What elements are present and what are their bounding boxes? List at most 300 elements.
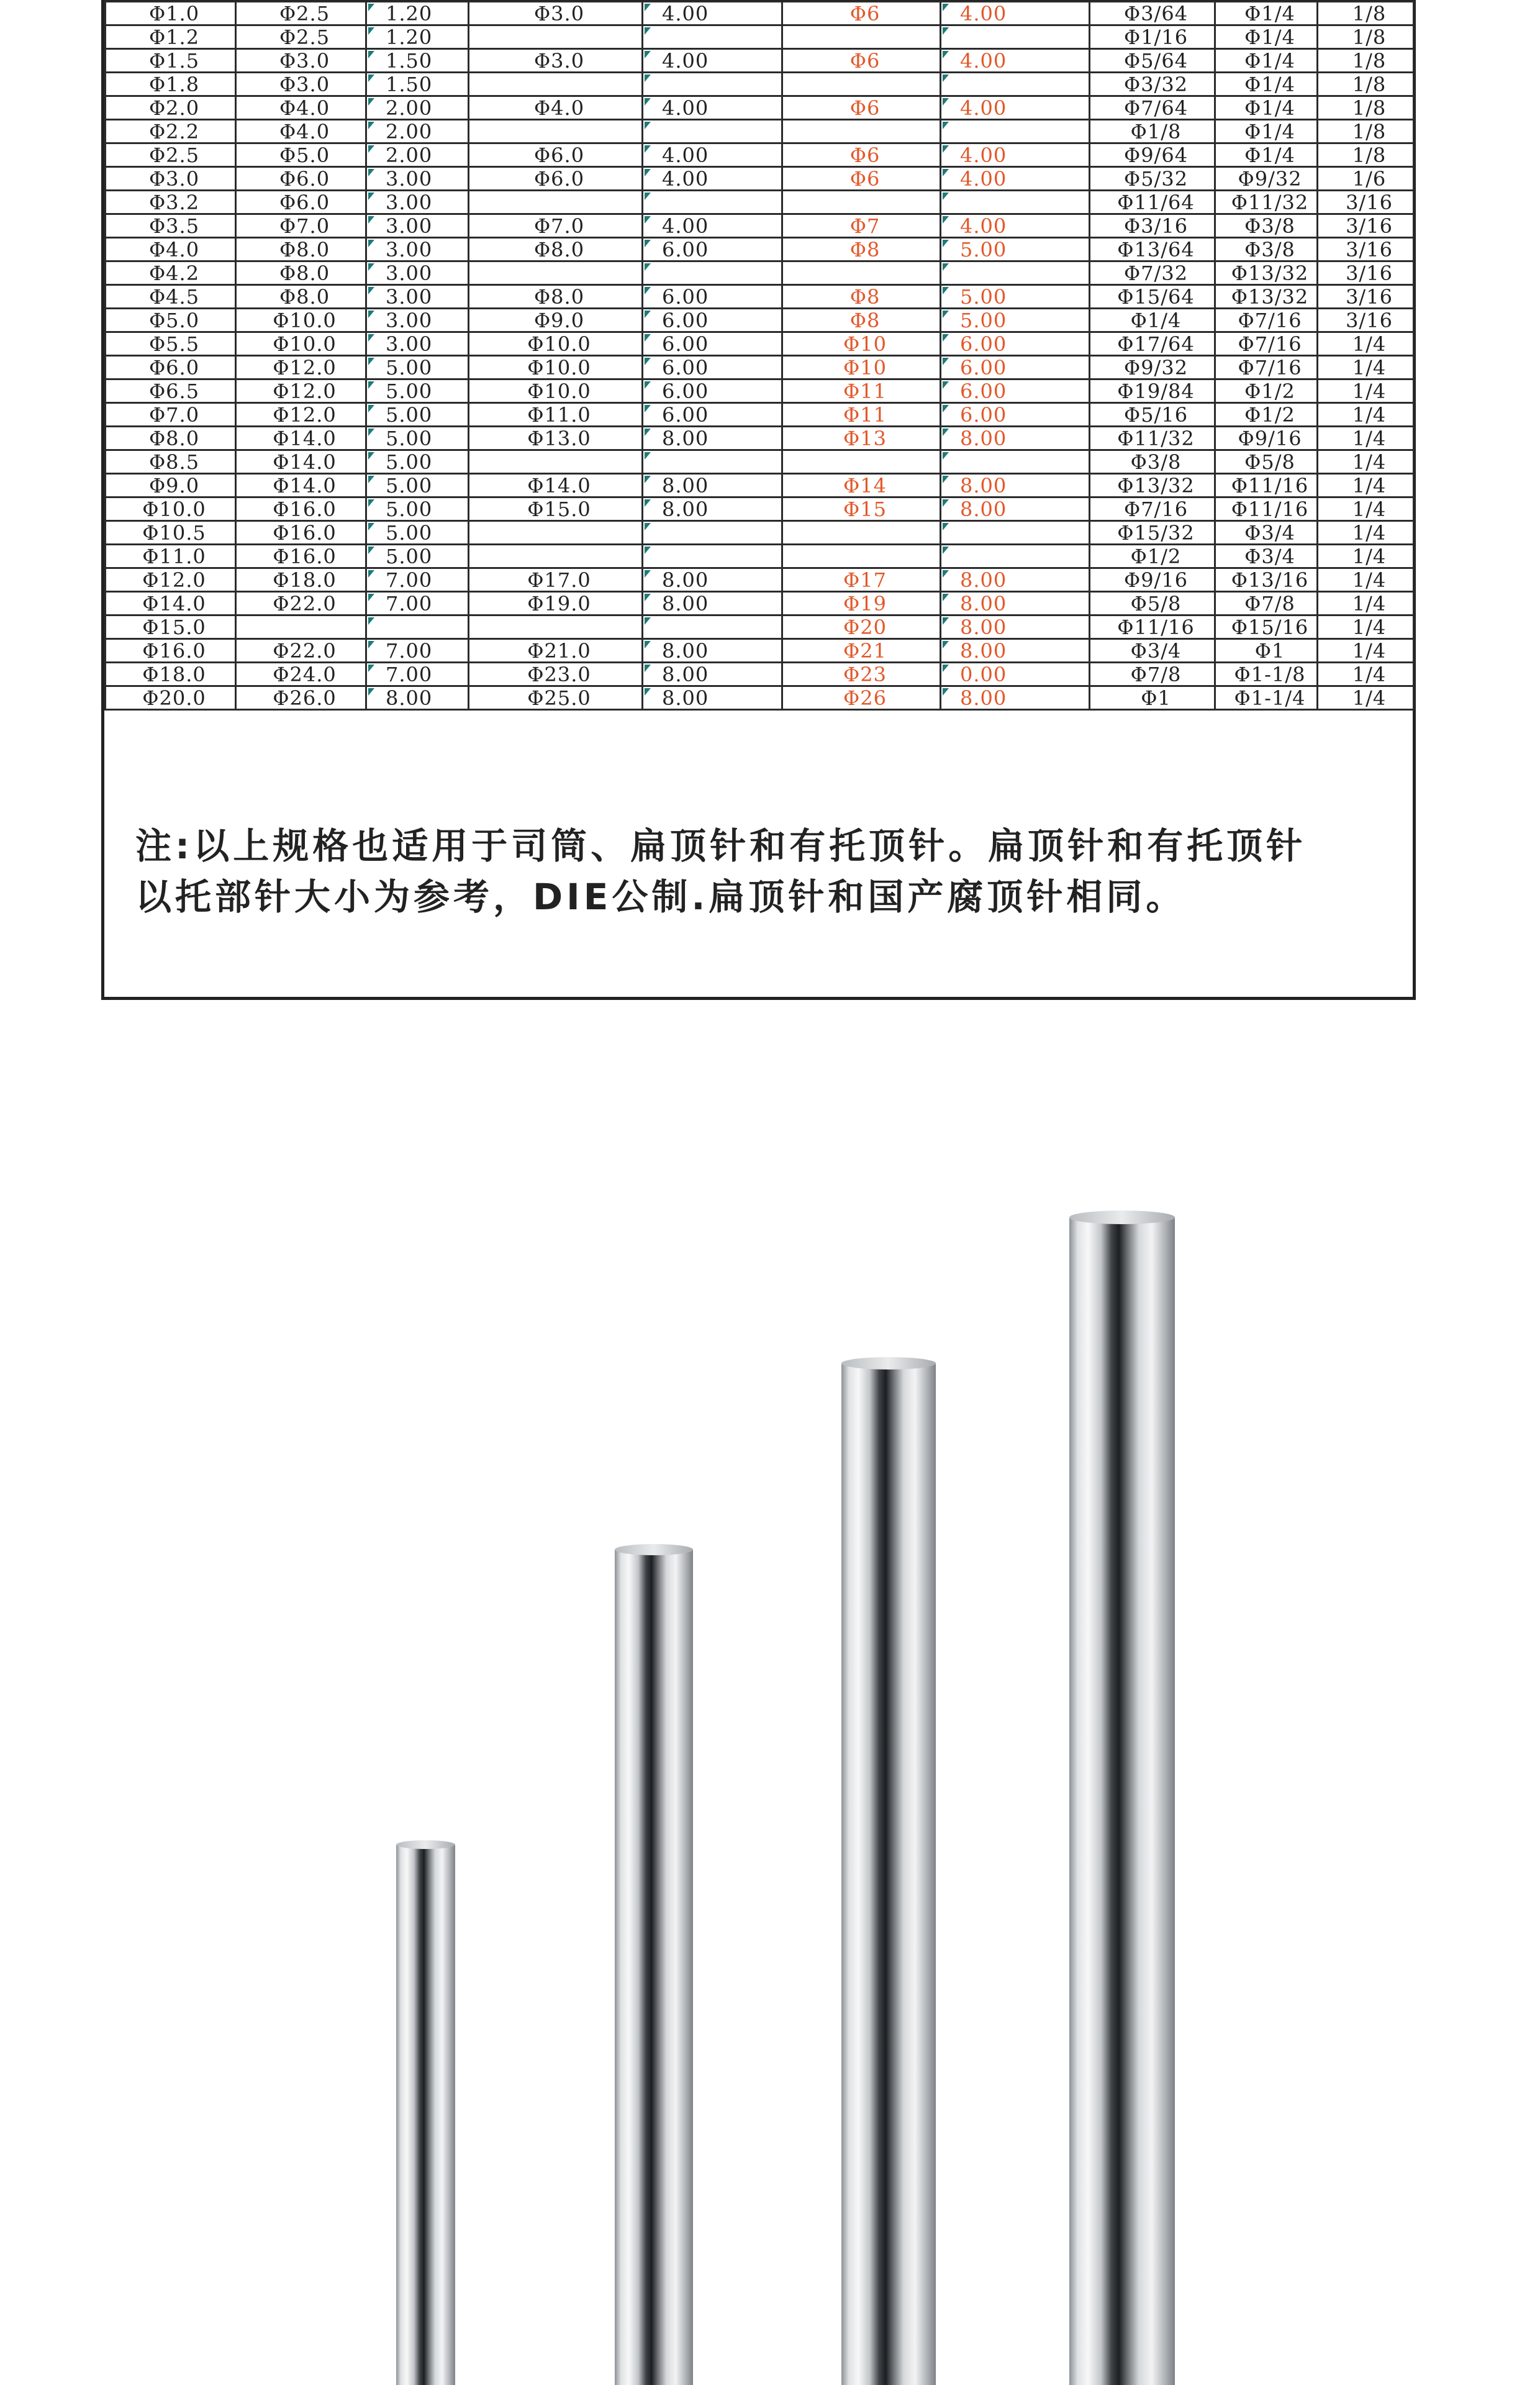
table-cell-c4 bbox=[469, 521, 643, 545]
table-row bbox=[106, 261, 1414, 285]
table-cell-c1: Φ4.2 bbox=[106, 261, 236, 285]
table-cell-c10: 1/4 bbox=[1318, 427, 1414, 450]
table-cell-c10: 1/4 bbox=[1318, 521, 1414, 545]
table-row bbox=[106, 214, 1414, 238]
table-cell-c6 bbox=[782, 261, 941, 285]
table-cell-c6: Φ6 bbox=[782, 96, 941, 120]
table-cell-c3: 5.00 bbox=[366, 474, 469, 497]
table-cell-c8: Φ9/64 bbox=[1090, 143, 1215, 167]
table-cell-c10: 1/6 bbox=[1318, 167, 1414, 191]
table-row bbox=[106, 521, 1414, 545]
table-cell-c3: 5.00 bbox=[366, 379, 469, 403]
table-cell-c2: Φ5.0 bbox=[236, 143, 366, 167]
table-cell-c6: Φ6 bbox=[782, 49, 941, 73]
table-cell-c9: Φ5/8 bbox=[1215, 450, 1318, 474]
table-cell-c10: 3/16 bbox=[1318, 214, 1414, 238]
table-cell-c6: Φ8 bbox=[782, 285, 941, 309]
table-cell-c4: Φ6.0 bbox=[469, 167, 643, 191]
table-cell-c5: 4.00 bbox=[643, 214, 782, 238]
table-cell-c10: 1/4 bbox=[1318, 686, 1414, 710]
table-cell-c10: 1/4 bbox=[1318, 450, 1414, 474]
table-cell-c8: Φ1 bbox=[1090, 686, 1215, 710]
table-cell-c5: 6.00 bbox=[643, 356, 782, 379]
table-cell-c5 bbox=[643, 450, 782, 474]
table-cell-c8: Φ13/64 bbox=[1090, 238, 1215, 261]
table-cell-c3: 7.00 bbox=[366, 663, 469, 686]
table-row bbox=[106, 2, 1414, 25]
table-cell-c8: Φ19/84 bbox=[1090, 379, 1215, 403]
table-cell-c5: 8.00 bbox=[643, 474, 782, 497]
table-row bbox=[106, 49, 1414, 73]
table-cell-c1: Φ5.5 bbox=[106, 332, 236, 356]
table-cell-c3: 1.20 bbox=[366, 2, 469, 25]
table-cell-c9: Φ1/4 bbox=[1215, 2, 1318, 25]
table-cell-c9: Φ1/4 bbox=[1215, 49, 1318, 73]
table-cell-c3: 5.00 bbox=[366, 403, 469, 427]
table-cell-c3 bbox=[366, 616, 469, 639]
table-cell-c7: 4.00 bbox=[941, 143, 1090, 167]
table-row bbox=[106, 167, 1414, 191]
table-cell-c4: Φ4.0 bbox=[469, 96, 643, 120]
table-cell-c5: 6.00 bbox=[643, 238, 782, 261]
spec-note bbox=[135, 820, 1390, 922]
pin-2 bbox=[615, 1544, 693, 2385]
table-cell-c10: 1/8 bbox=[1318, 2, 1414, 25]
table-cell-c6 bbox=[782, 521, 941, 545]
table-cell-c9: Φ1/2 bbox=[1215, 403, 1318, 427]
table-cell-c8: Φ7/8 bbox=[1090, 663, 1215, 686]
table-cell-c2: Φ22.0 bbox=[236, 639, 366, 663]
table-cell-c9: Φ11/16 bbox=[1215, 497, 1318, 521]
table-cell-c9: Φ1-1/4 bbox=[1215, 686, 1318, 710]
table-cell-c6: Φ17 bbox=[782, 568, 941, 592]
table-cell-c10: 1/8 bbox=[1318, 120, 1414, 143]
table-cell-c5: 4.00 bbox=[643, 2, 782, 25]
table-cell-c9: Φ7/16 bbox=[1215, 309, 1318, 332]
table-cell-c4 bbox=[469, 450, 643, 474]
table-row bbox=[106, 73, 1414, 96]
table-cell-c7: 8.00 bbox=[941, 686, 1090, 710]
table-cell-c5: 8.00 bbox=[643, 592, 782, 616]
table-cell-c5: 4.00 bbox=[643, 49, 782, 73]
table-row bbox=[106, 592, 1414, 616]
table-cell-c1: Φ6.5 bbox=[106, 379, 236, 403]
ejector-pins-photo bbox=[0, 1019, 1540, 2385]
table-cell-c7: 4.00 bbox=[941, 214, 1090, 238]
table-cell-c3: 5.00 bbox=[366, 497, 469, 521]
table-cell-c2: Φ6.0 bbox=[236, 191, 366, 214]
table-cell-c4 bbox=[469, 25, 643, 49]
table-cell-c3: 5.00 bbox=[366, 545, 469, 568]
table-cell-c3: 3.00 bbox=[366, 191, 469, 214]
table-cell-c9: Φ1-1/8 bbox=[1215, 663, 1318, 686]
table-cell-c6: Φ8 bbox=[782, 309, 941, 332]
table-cell-c5: 8.00 bbox=[643, 427, 782, 450]
table-cell-c8: Φ3/8 bbox=[1090, 450, 1215, 474]
table-cell-c10: 1/8 bbox=[1318, 143, 1414, 167]
table-cell-c6: Φ15 bbox=[782, 497, 941, 521]
table-cell-c7: 6.00 bbox=[941, 356, 1090, 379]
table-cell-c10: 1/4 bbox=[1318, 474, 1414, 497]
table-row bbox=[106, 120, 1414, 143]
table-cell-c8: Φ7/64 bbox=[1090, 96, 1215, 120]
table-cell-c6 bbox=[782, 450, 941, 474]
table-cell-c8: Φ3/16 bbox=[1090, 214, 1215, 238]
table-cell-c1: Φ12.0 bbox=[106, 568, 236, 592]
table-cell-c4: Φ10.0 bbox=[469, 379, 643, 403]
table-cell-c7: 6.00 bbox=[941, 403, 1090, 427]
table-cell-c2: Φ12.0 bbox=[236, 356, 366, 379]
table-cell-c2: Φ22.0 bbox=[236, 592, 366, 616]
table-cell-c3: 5.00 bbox=[366, 356, 469, 379]
table-cell-c9: Φ13/32 bbox=[1215, 261, 1318, 285]
table-cell-c5: 6.00 bbox=[643, 332, 782, 356]
table-cell-c4: Φ21.0 bbox=[469, 639, 643, 663]
table-cell-c10: 1/8 bbox=[1318, 49, 1414, 73]
table-cell-c3: 5.00 bbox=[366, 521, 469, 545]
table-row bbox=[106, 427, 1414, 450]
table-cell-c8: Φ5/16 bbox=[1090, 403, 1215, 427]
table-cell-c3: 3.00 bbox=[366, 238, 469, 261]
table-cell-c1: Φ8.0 bbox=[106, 427, 236, 450]
table-cell-c2: Φ8.0 bbox=[236, 261, 366, 285]
table-cell-c10: 1/4 bbox=[1318, 332, 1414, 356]
table-cell-c3: 7.00 bbox=[366, 639, 469, 663]
table-cell-c4: Φ8.0 bbox=[469, 238, 643, 261]
table-cell-c8: Φ5/8 bbox=[1090, 592, 1215, 616]
table-cell-c10: 1/8 bbox=[1318, 25, 1414, 49]
table-cell-c10: 1/4 bbox=[1318, 663, 1414, 686]
table-cell-c5: 8.00 bbox=[643, 639, 782, 663]
table-cell-c2: Φ16.0 bbox=[236, 521, 366, 545]
table-row bbox=[106, 379, 1414, 403]
table-cell-c2: Φ14.0 bbox=[236, 450, 366, 474]
table-cell-c10: 3/16 bbox=[1318, 238, 1414, 261]
table-cell-c4: Φ17.0 bbox=[469, 568, 643, 592]
table-cell-c1: Φ5.0 bbox=[106, 309, 236, 332]
table-cell-c9: Φ1/4 bbox=[1215, 25, 1318, 49]
table-cell-c8: Φ1/8 bbox=[1090, 120, 1215, 143]
table-cell-c10: 1/4 bbox=[1318, 592, 1414, 616]
table-cell-c5: 8.00 bbox=[643, 663, 782, 686]
table-cell-c7: 4.00 bbox=[941, 49, 1090, 73]
table-cell-c6: Φ10 bbox=[782, 356, 941, 379]
table-row bbox=[106, 309, 1414, 332]
table-cell-c6: Φ21 bbox=[782, 639, 941, 663]
table-cell-c9: Φ1/4 bbox=[1215, 143, 1318, 167]
table-cell-c10: 1/4 bbox=[1318, 639, 1414, 663]
table-cell-c4: Φ10.0 bbox=[469, 332, 643, 356]
table-cell-c3: 2.00 bbox=[366, 143, 469, 167]
table-cell-c2: Φ3.0 bbox=[236, 73, 366, 96]
table-row bbox=[106, 238, 1414, 261]
table-row bbox=[106, 356, 1414, 379]
table-cell-c2: Φ2.5 bbox=[236, 2, 366, 25]
table-cell-c9: Φ1/4 bbox=[1215, 96, 1318, 120]
table-cell-c7: 8.00 bbox=[941, 592, 1090, 616]
table-cell-c6 bbox=[782, 73, 941, 96]
table-cell-c10: 1/4 bbox=[1318, 497, 1414, 521]
table-row bbox=[106, 285, 1414, 309]
table-row bbox=[106, 403, 1414, 427]
table-cell-c7 bbox=[941, 25, 1090, 49]
table-cell-c9: Φ1 bbox=[1215, 639, 1318, 663]
table-cell-c5: 4.00 bbox=[643, 143, 782, 167]
table-cell-c1: Φ11.0 bbox=[106, 545, 236, 568]
table-cell-c7 bbox=[941, 191, 1090, 214]
table-cell-c2 bbox=[236, 616, 366, 639]
table-cell-c3: 5.00 bbox=[366, 427, 469, 450]
table-cell-c5 bbox=[643, 261, 782, 285]
table-cell-c1: Φ2.0 bbox=[106, 96, 236, 120]
table-cell-c3: 3.00 bbox=[366, 167, 469, 191]
table-cell-c9: Φ9/32 bbox=[1215, 167, 1318, 191]
table-cell-c8: Φ7/32 bbox=[1090, 261, 1215, 285]
table-cell-c4 bbox=[469, 73, 643, 96]
table-cell-c8: Φ1/4 bbox=[1090, 309, 1215, 332]
pin-4 bbox=[1069, 1211, 1175, 2385]
table-row bbox=[106, 474, 1414, 497]
table-cell-c7: 8.00 bbox=[941, 639, 1090, 663]
table-cell-c3: 3.00 bbox=[366, 332, 469, 356]
table-cell-c7: 8.00 bbox=[941, 497, 1090, 521]
table-cell-c7 bbox=[941, 450, 1090, 474]
table-cell-c10: 3/16 bbox=[1318, 191, 1414, 214]
table-cell-c8: Φ11/32 bbox=[1090, 427, 1215, 450]
table-cell-c5 bbox=[643, 25, 782, 49]
table-cell-c2: Φ26.0 bbox=[236, 686, 366, 710]
table-cell-c3: 1.20 bbox=[366, 25, 469, 49]
table-cell-c1: Φ14.0 bbox=[106, 592, 236, 616]
table-cell-c1: Φ3.2 bbox=[106, 191, 236, 214]
table-cell-c8: Φ1/2 bbox=[1090, 545, 1215, 568]
table-cell-c5 bbox=[643, 73, 782, 96]
table-cell-c4 bbox=[469, 545, 643, 568]
table-cell-c4: Φ15.0 bbox=[469, 497, 643, 521]
table-cell-c3: 2.00 bbox=[366, 96, 469, 120]
table-cell-c1: Φ8.5 bbox=[106, 450, 236, 474]
table-cell-c2: Φ8.0 bbox=[236, 238, 366, 261]
table-cell-c7: 4.00 bbox=[941, 167, 1090, 191]
table-cell-c9: Φ3/8 bbox=[1215, 238, 1318, 261]
table-row bbox=[106, 616, 1414, 639]
table-cell-c2: Φ8.0 bbox=[236, 285, 366, 309]
table-cell-c9: Φ11/16 bbox=[1215, 474, 1318, 497]
table-cell-c4: Φ10.0 bbox=[469, 356, 643, 379]
table-cell-c9: Φ7/8 bbox=[1215, 592, 1318, 616]
table-row bbox=[106, 143, 1414, 167]
table-cell-c5: 8.00 bbox=[643, 568, 782, 592]
table-cell-c7: 4.00 bbox=[941, 96, 1090, 120]
table-cell-c2: Φ24.0 bbox=[236, 663, 366, 686]
table-cell-c8: Φ11/16 bbox=[1090, 616, 1215, 639]
table-cell-c2: Φ12.0 bbox=[236, 403, 366, 427]
table-cell-c4 bbox=[469, 191, 643, 214]
table-cell-c7: 8.00 bbox=[941, 474, 1090, 497]
table-cell-c6 bbox=[782, 120, 941, 143]
table-cell-c3: 7.00 bbox=[366, 592, 469, 616]
table-cell-c5: 8.00 bbox=[643, 497, 782, 521]
table-cell-c10: 3/16 bbox=[1318, 261, 1414, 285]
table-cell-c3: 3.00 bbox=[366, 261, 469, 285]
table-cell-c9: Φ7/16 bbox=[1215, 356, 1318, 379]
table-cell-c9: Φ9/16 bbox=[1215, 427, 1318, 450]
pin-3 bbox=[841, 1357, 936, 2385]
table-cell-c1: Φ9.0 bbox=[106, 474, 236, 497]
table-cell-c2: Φ4.0 bbox=[236, 96, 366, 120]
table-cell-c1: Φ2.5 bbox=[106, 143, 236, 167]
table-cell-c4: Φ25.0 bbox=[469, 686, 643, 710]
table-cell-c5: 4.00 bbox=[643, 96, 782, 120]
table-cell-c1: Φ6.0 bbox=[106, 356, 236, 379]
table-cell-c8: Φ7/16 bbox=[1090, 497, 1215, 521]
table-cell-c2: Φ7.0 bbox=[236, 214, 366, 238]
table-cell-c5: 6.00 bbox=[643, 379, 782, 403]
table-cell-c5 bbox=[643, 521, 782, 545]
table-cell-c5 bbox=[643, 616, 782, 639]
table-row bbox=[106, 568, 1414, 592]
pin-1 bbox=[396, 1840, 455, 2385]
table-cell-c10: 1/4 bbox=[1318, 545, 1414, 568]
table-cell-c10: 1/4 bbox=[1318, 356, 1414, 379]
table-cell-c5: 6.00 bbox=[643, 403, 782, 427]
table-cell-c9: Φ3/4 bbox=[1215, 521, 1318, 545]
table-cell-c7: 8.00 bbox=[941, 616, 1090, 639]
table-cell-c4: Φ13.0 bbox=[469, 427, 643, 450]
table-cell-c3: 1.50 bbox=[366, 49, 469, 73]
table-cell-c1: Φ7.0 bbox=[106, 403, 236, 427]
table-cell-c5: 4.00 bbox=[643, 167, 782, 191]
table-cell-c9: Φ1/4 bbox=[1215, 120, 1318, 143]
table-cell-c3: 3.00 bbox=[366, 285, 469, 309]
table-cell-c6 bbox=[782, 25, 941, 49]
table-cell-c3: 2.00 bbox=[366, 120, 469, 143]
table-cell-c8: Φ15/32 bbox=[1090, 521, 1215, 545]
table-cell-c7 bbox=[941, 521, 1090, 545]
table-cell-c5: 6.00 bbox=[643, 285, 782, 309]
table-cell-c2: Φ3.0 bbox=[236, 49, 366, 73]
table-cell-c2: Φ12.0 bbox=[236, 379, 366, 403]
table-cell-c7 bbox=[941, 120, 1090, 143]
table-row bbox=[106, 332, 1414, 356]
table-cell-c9: Φ1/2 bbox=[1215, 379, 1318, 403]
table-cell-c7: 5.00 bbox=[941, 285, 1090, 309]
table-cell-c8: Φ13/32 bbox=[1090, 474, 1215, 497]
table-cell-c6 bbox=[782, 545, 941, 568]
note-line-1: 注:以上规格也适用于司筒、扁顶针和有托顶针。扁顶针和有托顶针 bbox=[135, 825, 1307, 867]
table-cell-c1: Φ15.0 bbox=[106, 616, 236, 639]
table-cell-c6: Φ14 bbox=[782, 474, 941, 497]
table-cell-c9: Φ11/32 bbox=[1215, 191, 1318, 214]
table-cell-c6: Φ10 bbox=[782, 332, 941, 356]
table-cell-c1: Φ20.0 bbox=[106, 686, 236, 710]
table-cell-c4 bbox=[469, 120, 643, 143]
table-cell-c7: 5.00 bbox=[941, 309, 1090, 332]
table-cell-c6: Φ6 bbox=[782, 143, 941, 167]
table-cell-c1: Φ18.0 bbox=[106, 663, 236, 686]
table-cell-c3: 1.50 bbox=[366, 73, 469, 96]
table-cell-c4: Φ7.0 bbox=[469, 214, 643, 238]
table-cell-c6: Φ11 bbox=[782, 379, 941, 403]
table-cell-c2: Φ2.5 bbox=[236, 25, 366, 49]
table-cell-c2: Φ10.0 bbox=[236, 309, 366, 332]
table-cell-c2: Φ10.0 bbox=[236, 332, 366, 356]
spec-table bbox=[104, 1, 1415, 711]
table-cell-c5: 8.00 bbox=[643, 686, 782, 710]
table-cell-c10: 3/16 bbox=[1318, 285, 1414, 309]
table-cell-c7: 8.00 bbox=[941, 568, 1090, 592]
table-cell-c6: Φ26 bbox=[782, 686, 941, 710]
table-cell-c2: Φ4.0 bbox=[236, 120, 366, 143]
table-row bbox=[106, 663, 1414, 686]
table-cell-c8: Φ15/64 bbox=[1090, 285, 1215, 309]
table-cell-c4: Φ19.0 bbox=[469, 592, 643, 616]
table-cell-c7: 5.00 bbox=[941, 238, 1090, 261]
table-cell-c1: Φ1.0 bbox=[106, 2, 236, 25]
table-cell-c3: 3.00 bbox=[366, 309, 469, 332]
table-cell-c9: Φ3/8 bbox=[1215, 214, 1318, 238]
table-cell-c10: 1/4 bbox=[1318, 379, 1414, 403]
table-cell-c3: 8.00 bbox=[366, 686, 469, 710]
table-cell-c8: Φ5/64 bbox=[1090, 49, 1215, 73]
table-cell-c4: Φ9.0 bbox=[469, 309, 643, 332]
table-cell-c1: Φ4.0 bbox=[106, 238, 236, 261]
table-cell-c4: Φ14.0 bbox=[469, 474, 643, 497]
table-cell-c9: Φ13/32 bbox=[1215, 285, 1318, 309]
table-cell-c4: Φ3.0 bbox=[469, 49, 643, 73]
table-cell-c1: Φ3.0 bbox=[106, 167, 236, 191]
table-cell-c5 bbox=[643, 120, 782, 143]
table-row bbox=[106, 686, 1414, 710]
table-cell-c5: 6.00 bbox=[643, 309, 782, 332]
table-cell-c6: Φ8 bbox=[782, 238, 941, 261]
table-cell-c6: Φ11 bbox=[782, 403, 941, 427]
table-cell-c9: Φ3/4 bbox=[1215, 545, 1318, 568]
table-cell-c9: Φ13/16 bbox=[1215, 568, 1318, 592]
table-row bbox=[106, 191, 1414, 214]
table-cell-c4: Φ11.0 bbox=[469, 403, 643, 427]
table-cell-c8: Φ3/32 bbox=[1090, 73, 1215, 96]
table-cell-c8: Φ11/64 bbox=[1090, 191, 1215, 214]
spec-table-body bbox=[106, 2, 1414, 710]
table-cell-c2: Φ16.0 bbox=[236, 497, 366, 521]
table-cell-c7: 6.00 bbox=[941, 332, 1090, 356]
table-cell-c6: Φ19 bbox=[782, 592, 941, 616]
table-cell-c7: 8.00 bbox=[941, 427, 1090, 450]
table-cell-c4 bbox=[469, 261, 643, 285]
table-cell-c1: Φ2.2 bbox=[106, 120, 236, 143]
table-row bbox=[106, 545, 1414, 568]
spec-panel bbox=[101, 0, 1416, 1000]
table-cell-c5 bbox=[643, 191, 782, 214]
table-cell-c6: Φ13 bbox=[782, 427, 941, 450]
table-cell-c2: Φ14.0 bbox=[236, 474, 366, 497]
table-cell-c8: Φ1/16 bbox=[1090, 25, 1215, 49]
table-cell-c3: 5.00 bbox=[366, 450, 469, 474]
table-row bbox=[106, 497, 1414, 521]
table-cell-c2: Φ18.0 bbox=[236, 568, 366, 592]
table-cell-c7: 6.00 bbox=[941, 379, 1090, 403]
table-cell-c4: Φ3.0 bbox=[469, 2, 643, 25]
table-row bbox=[106, 25, 1414, 49]
table-cell-c10: 1/4 bbox=[1318, 403, 1414, 427]
table-cell-c1: Φ1.8 bbox=[106, 73, 236, 96]
table-cell-c4 bbox=[469, 616, 643, 639]
table-cell-c4: Φ6.0 bbox=[469, 143, 643, 167]
table-cell-c7 bbox=[941, 545, 1090, 568]
table-cell-c10: 1/8 bbox=[1318, 73, 1414, 96]
table-cell-c6: Φ20 bbox=[782, 616, 941, 639]
